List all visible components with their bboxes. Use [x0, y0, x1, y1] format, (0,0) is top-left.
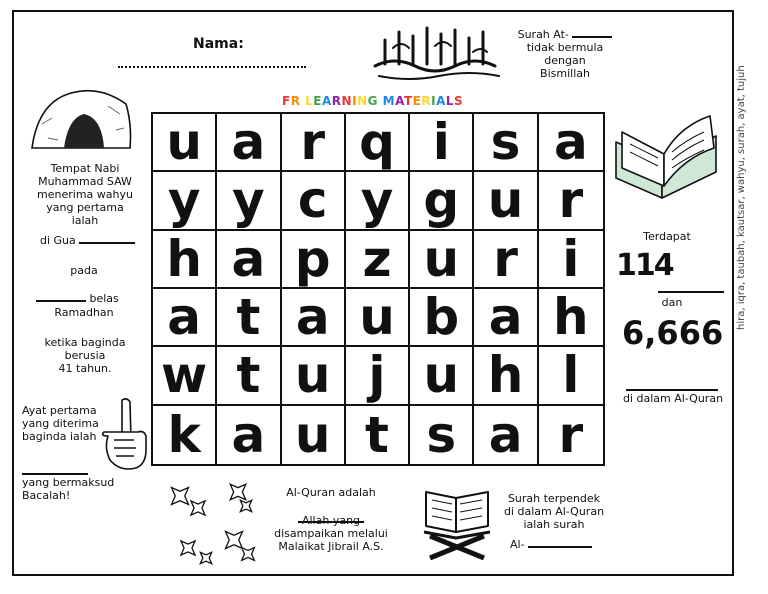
- grid-cell[interactable]: h: [539, 289, 603, 347]
- cave-icon: [28, 84, 134, 152]
- sparkle-shape: [195, 547, 218, 570]
- shortest-surah-blank[interactable]: [528, 546, 592, 548]
- grid-cell[interactable]: a: [474, 406, 538, 464]
- grid-cell[interactable]: i: [539, 231, 603, 289]
- grid-cell[interactable]: a: [282, 289, 346, 347]
- grid-cell[interactable]: h: [153, 231, 217, 289]
- bacalah-text: yang bermaksud Bacalah!: [22, 476, 115, 502]
- ayat-text: Ayat pertama yang diterima baginda ialah: [22, 404, 99, 443]
- surah-count-blank-wrap: [658, 278, 724, 297]
- surah-note: Surah At- tidak bermula dengan Bismillah: [510, 28, 620, 80]
- grid-cell[interactable]: i: [410, 114, 474, 172]
- grid-cell[interactable]: a: [153, 289, 217, 347]
- grid-cell[interactable]: r: [539, 172, 603, 230]
- gua-line: di Gua: [40, 234, 135, 247]
- ayat-count-blank[interactable]: [626, 389, 718, 391]
- surah-count-blank[interactable]: [658, 291, 724, 293]
- grid-cell[interactable]: a: [474, 289, 538, 347]
- grid-cell[interactable]: h: [474, 347, 538, 405]
- sparkle-shape: [174, 534, 202, 562]
- grid-cell[interactable]: q: [346, 114, 410, 172]
- brand-text: FR LEARNING MATERIALS: [282, 94, 464, 108]
- grid-cell[interactable]: u: [410, 231, 474, 289]
- day-blank[interactable]: [36, 300, 86, 302]
- open-book-icon: [610, 112, 722, 202]
- dan-label: dan: [661, 296, 683, 309]
- ramadhan-label: Ramadhan: [54, 306, 114, 319]
- quran-text-1: Al-Quran adalah: [286, 486, 376, 499]
- quran-text-2: Allah yang disampaikan melalui Malaikat Jibrail A.S.: [274, 514, 388, 553]
- grid-cell[interactable]: y: [153, 172, 217, 230]
- grid-cell[interactable]: z: [346, 231, 410, 289]
- cave-text: Tempat Nabi Muhammad SAW menerima wahyu yang pertama ialah: [37, 162, 133, 227]
- grid-cell[interactable]: l: [539, 347, 603, 405]
- grid-cell[interactable]: s: [410, 406, 474, 464]
- grid-cell[interactable]: t: [346, 406, 410, 464]
- pointing-hand-icon: [100, 396, 150, 474]
- grid-cell[interactable]: t: [217, 347, 281, 405]
- grid-cell[interactable]: k: [153, 406, 217, 464]
- grid-cell[interactable]: a: [217, 406, 281, 464]
- bismillah-calligraphy: [365, 18, 513, 84]
- grid-cell[interactable]: u: [282, 347, 346, 405]
- terdapat-label: Terdapat: [643, 230, 691, 243]
- grid-cell[interactable]: a: [539, 114, 603, 172]
- grid-cell[interactable]: c: [282, 172, 346, 230]
- belas-line: belas: [36, 292, 119, 305]
- grid-cell[interactable]: t: [217, 289, 281, 347]
- sparkle-shape: [166, 479, 197, 513]
- surah-blank[interactable]: [572, 36, 612, 38]
- iqra-blank[interactable]: [22, 473, 88, 475]
- grid-cell[interactable]: w: [153, 347, 217, 405]
- sparkle-shape: [235, 495, 258, 518]
- grid-cell[interactable]: a: [217, 231, 281, 289]
- grid-cell[interactable]: a: [217, 114, 281, 172]
- grid-cell[interactable]: s: [474, 114, 538, 172]
- grid-cell[interactable]: u: [410, 347, 474, 405]
- sparkle-shape: [184, 494, 212, 522]
- age-text: ketika baginda berusia 41 tahun.: [44, 336, 126, 375]
- quran-stand-icon: [420, 484, 496, 560]
- gua-blank[interactable]: [79, 242, 135, 244]
- grid-cell[interactable]: u: [282, 406, 346, 464]
- pada-label: pada: [70, 264, 98, 277]
- grid-cell[interactable]: r: [558, 405, 584, 464]
- word-search-grid: [151, 112, 605, 466]
- surah-text: Surah terpendek di dalam Al-Quran ialah surah: [503, 492, 605, 531]
- name-field[interactable]: [118, 66, 306, 68]
- grid-cell[interactable]: y: [217, 172, 281, 230]
- grid-cell[interactable]: g: [410, 172, 474, 230]
- grid-cell[interactable]: u: [346, 289, 410, 347]
- answer-words: hira, iqra, taubah, kautsar, wahyu, surah, ayat, tujuh: [736, 65, 747, 330]
- number-114: 114: [616, 248, 673, 283]
- grid-cell[interactable]: u: [153, 114, 217, 172]
- grid-cell[interactable]: r: [474, 231, 538, 289]
- grid-cell[interactable]: u: [474, 172, 538, 230]
- grid-cell[interactable]: j: [346, 347, 410, 405]
- grid-cell[interactable]: p: [282, 231, 346, 289]
- name-label: Nama:: [193, 36, 244, 52]
- al-line: Al-: [510, 538, 592, 551]
- grid-cell[interactable]: b: [410, 289, 474, 347]
- sparkles-icon: [166, 478, 260, 570]
- di-dalam-label: di dalam Al-Quran: [622, 392, 724, 405]
- grid-cell[interactable]: r: [282, 114, 346, 172]
- number-6666: 6,666: [622, 314, 724, 352]
- grid-cell[interactable]: y: [346, 172, 410, 230]
